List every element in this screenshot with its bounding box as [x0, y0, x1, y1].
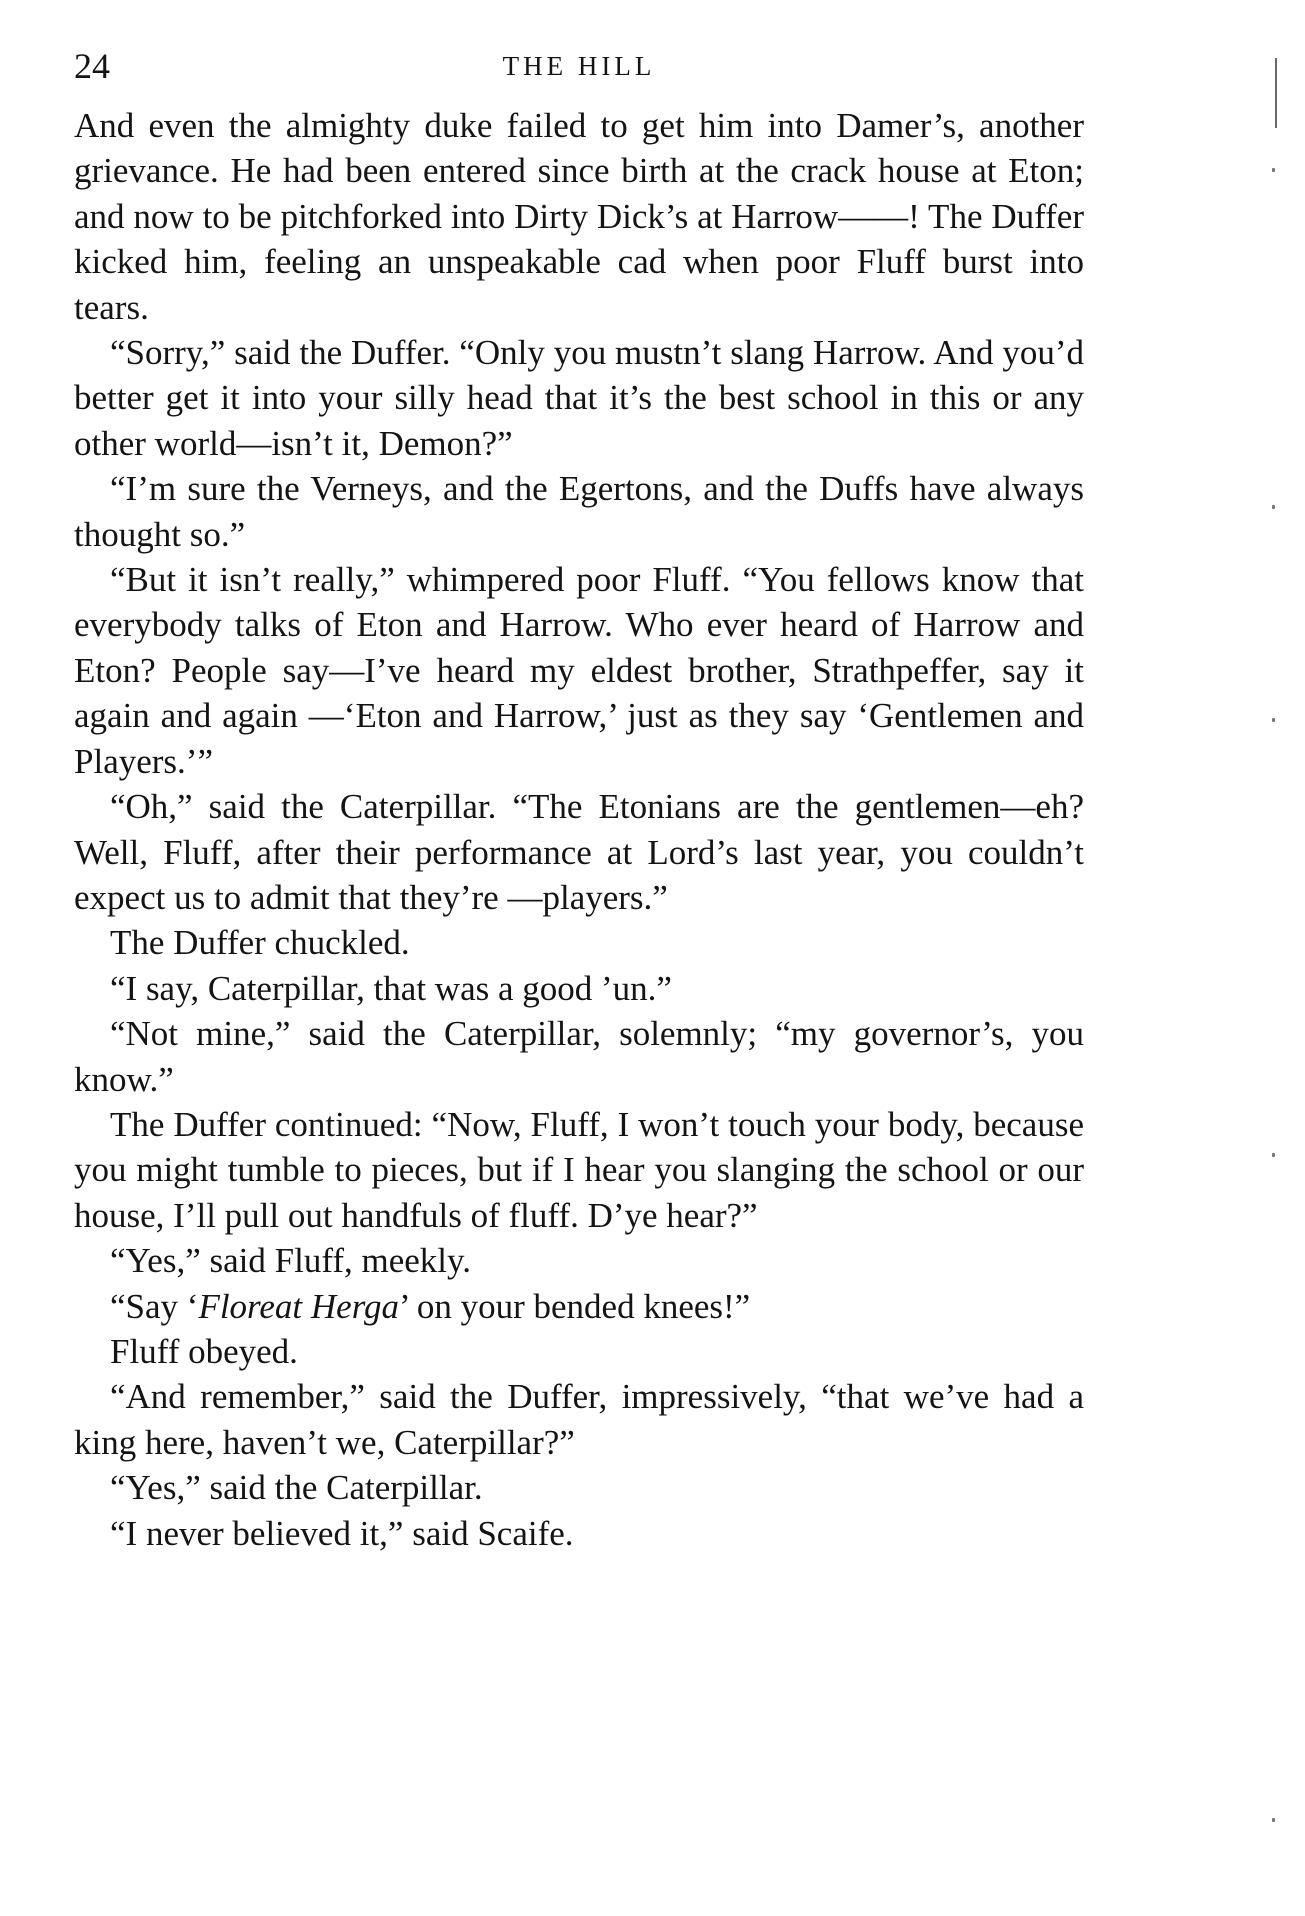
paragraph — [74, 1465, 1084, 1510]
scan-speck — [1272, 505, 1275, 509]
paragraph — [74, 1329, 1084, 1374]
paragraph-text: “Oh,” said the Caterpillar. “The Etonians are the gentlemen—eh? Well, Fluff, after their performance at Lord’s last year, you couldn’t expect us to admit that they’re —players.” — [74, 787, 1084, 917]
scan-speck — [1272, 718, 1275, 722]
paragraph — [74, 784, 1084, 920]
paragraph — [74, 1284, 1084, 1329]
body-text — [74, 103, 1084, 1556]
paragraph-text: “Yes,” said Fluff, meekly. — [110, 1241, 471, 1281]
paragraph — [74, 1374, 1084, 1465]
paragraph — [74, 966, 1084, 1011]
page-header — [74, 44, 1084, 88]
scan-speck — [1272, 1818, 1275, 1822]
running-head: THE HILL — [502, 51, 656, 81]
paragraph — [74, 1011, 1084, 1102]
page-number: 24 — [74, 46, 110, 86]
scan-speck — [1272, 168, 1275, 172]
paragraph-text: “I say, Caterpillar, that was a good ’un.” — [110, 968, 672, 1008]
paragraph-text: “But it isn’t really,” whimpered poor Fluff. “You fellows know that everybody talks of Eton and Harrow. Who ever heard of Harrow and Eton? People say—I’ve heard my eldest brother, Strathpeffer, say it again and again —‘Eton and Harrow,’ just as they say ‘Gentlemen and Players.’” — [74, 560, 1084, 781]
paragraph-text: Fluff obeyed. — [110, 1331, 298, 1371]
italic-text: Floreat Herga — [198, 1286, 400, 1326]
paragraph — [74, 1511, 1084, 1556]
paragraph-text: “Not mine,” said the Caterpillar, solemnly; “my governor’s, you know.” — [74, 1014, 1084, 1099]
paragraph-text: ’ on your bended knees!” — [399, 1286, 751, 1326]
paragraph-text: “Yes,” said the Caterpillar. — [110, 1468, 483, 1508]
paragraph — [74, 466, 1084, 557]
paragraph-text: “And remember,” said the Duffer, impressively, “that we’ve had a king here, haven’t we, Caterpillar?” — [74, 1377, 1084, 1462]
paragraph — [74, 1238, 1084, 1283]
scan-speck — [1272, 1153, 1275, 1157]
paragraph-text: The Duffer continued: “Now, Fluff, I won’t touch your body, because you might tumble to pieces, but if I hear you slanging the school or our house, I’ll pull out handfuls of fluff. D’ye hear?” — [74, 1104, 1084, 1235]
paragraph — [74, 330, 1084, 466]
paragraph-text: “I’m sure the Verneys, and the Egertons, and the Duffs have always thought so.” — [74, 469, 1084, 554]
paragraph-text: “Say ‘ — [110, 1286, 199, 1326]
paragraph — [74, 557, 1084, 784]
paragraph-text: “Sorry,” said the Duffer. “Only you mustn’t slang Harrow. And you’d better get it into your silly head that it’s the best school in this or any other world—isn’t it, Demon?” — [74, 333, 1084, 463]
paragraph-text: “I never believed it,” said Scaife. — [110, 1513, 574, 1553]
scan-edge-mark — [1275, 58, 1277, 128]
paragraph — [74, 103, 1084, 330]
paragraph-text: And even the almighty duke failed to get him into Damer’s, another grievance. He had been entered since birth at the crack house at Eton; and now to be pitchforked into Dirty Dick’s at Harrow——! The Duffer kicked him, feeling an unspeakable cad when poor Fluff burst into tears. — [74, 106, 1084, 327]
paragraph — [74, 1102, 1084, 1238]
paragraph — [74, 920, 1084, 965]
paragraph-text: The Duffer chuckled. — [110, 923, 410, 963]
